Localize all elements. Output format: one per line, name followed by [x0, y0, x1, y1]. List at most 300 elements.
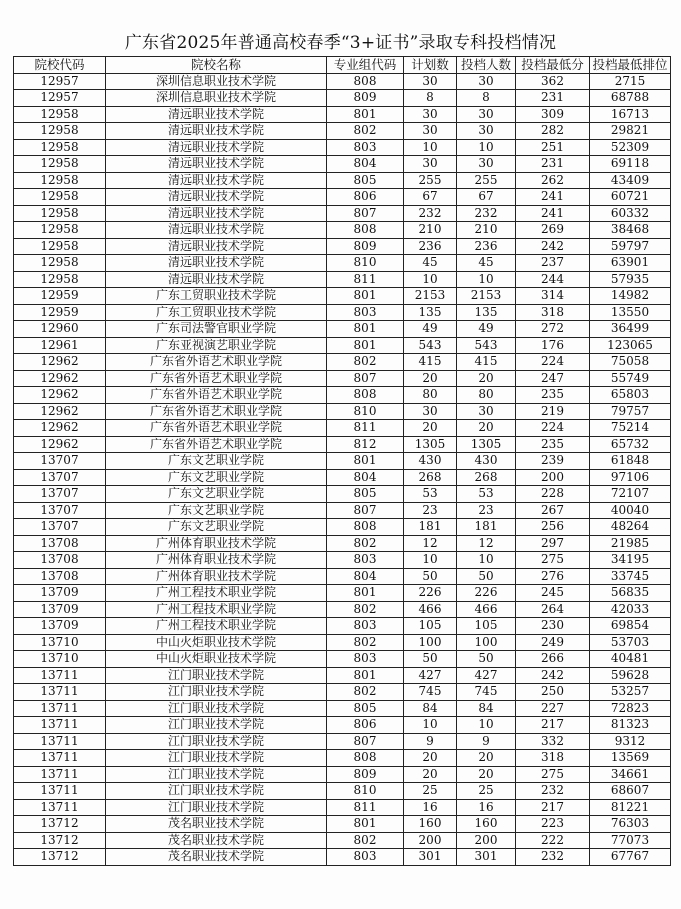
min-rank-cell: 123065 — [590, 337, 671, 354]
table-row — [14, 568, 671, 585]
plan-count-cell: 30 — [404, 73, 457, 90]
plan-count-cell: 2153 — [404, 288, 457, 305]
admitted-count-cell: 16 — [457, 799, 516, 816]
admitted-count-cell: 105 — [457, 618, 516, 635]
min-rank-cell: 40040 — [590, 502, 671, 519]
group-code-cell: 802 — [327, 535, 404, 552]
school-name-cell: 广东文艺职业学院 — [106, 453, 327, 470]
plan-count-cell: 84 — [404, 700, 457, 717]
plan-count-cell: 100 — [404, 634, 457, 651]
plan-count-cell: 210 — [404, 222, 457, 239]
school-name-cell: 江门职业技术学院 — [106, 750, 327, 767]
group-code-cell: 803 — [327, 849, 404, 866]
school-code-cell: 13711 — [14, 783, 106, 800]
plan-count-cell: 255 — [404, 172, 457, 189]
admitted-count-cell: 20 — [457, 420, 516, 437]
school-name-cell: 广东司法警官职业学院 — [106, 321, 327, 338]
table-row — [14, 90, 671, 107]
table-row — [14, 453, 671, 470]
admitted-count-cell: 200 — [457, 832, 516, 849]
group-code-cell: 802 — [327, 832, 404, 849]
min-rank-cell: 69118 — [590, 156, 671, 173]
school-name-cell: 深圳信息职业技术学院 — [106, 73, 327, 90]
min-score-cell: 230 — [516, 618, 590, 635]
school-name-cell: 江门职业技术学院 — [106, 684, 327, 701]
min-score-cell: 264 — [516, 601, 590, 618]
school-code-cell: 13707 — [14, 453, 106, 470]
min-rank-cell: 81323 — [590, 717, 671, 734]
min-rank-cell: 52309 — [590, 139, 671, 156]
school-name-cell: 清远职业技术学院 — [106, 189, 327, 206]
table-row — [14, 733, 671, 750]
group-code-cell: 803 — [327, 139, 404, 156]
school-name-cell: 广州工程技术职业学院 — [106, 601, 327, 618]
plan-count-cell: 135 — [404, 304, 457, 321]
header-min-score: 投档最低分 — [516, 57, 590, 74]
plan-count-cell: 80 — [404, 387, 457, 404]
plan-count-cell: 53 — [404, 486, 457, 503]
group-code-cell: 807 — [327, 370, 404, 387]
table-header-row — [14, 57, 671, 74]
min-rank-cell: 55749 — [590, 370, 671, 387]
group-code-cell: 810 — [327, 783, 404, 800]
min-rank-cell: 13550 — [590, 304, 671, 321]
group-code-cell: 811 — [327, 271, 404, 288]
min-score-cell: 232 — [516, 849, 590, 866]
group-code-cell: 803 — [327, 552, 404, 569]
plan-count-cell: 268 — [404, 469, 457, 486]
min-score-cell: 251 — [516, 139, 590, 156]
school-code-cell: 12962 — [14, 420, 106, 437]
plan-count-cell: 20 — [404, 750, 457, 767]
group-code-cell: 808 — [327, 387, 404, 404]
min-rank-cell: 21985 — [590, 535, 671, 552]
school-name-cell: 清远职业技术学院 — [106, 156, 327, 173]
school-code-cell: 13708 — [14, 568, 106, 585]
group-code-cell: 809 — [327, 766, 404, 783]
school-name-cell: 江门职业技术学院 — [106, 799, 327, 816]
school-name-cell: 清远职业技术学院 — [106, 172, 327, 189]
plan-count-cell: 50 — [404, 651, 457, 668]
min-score-cell: 241 — [516, 189, 590, 206]
min-rank-cell: 16713 — [590, 106, 671, 123]
group-code-cell: 805 — [327, 172, 404, 189]
school-name-cell: 中山火炬职业技术学院 — [106, 651, 327, 668]
admitted-count-cell: 30 — [457, 156, 516, 173]
min-rank-cell: 61848 — [590, 453, 671, 470]
group-code-cell: 802 — [327, 684, 404, 701]
school-name-cell: 清远职业技术学院 — [106, 205, 327, 222]
admitted-count-cell: 50 — [457, 568, 516, 585]
admitted-count-cell: 30 — [457, 123, 516, 140]
min-score-cell: 232 — [516, 783, 590, 800]
group-code-cell: 802 — [327, 634, 404, 651]
admitted-count-cell: 543 — [457, 337, 516, 354]
school-name-cell: 茂名职业技术学院 — [106, 849, 327, 866]
min-score-cell: 235 — [516, 387, 590, 404]
group-code-cell: 809 — [327, 238, 404, 255]
school-code-cell: 13710 — [14, 634, 106, 651]
min-score-cell: 224 — [516, 354, 590, 371]
school-code-cell: 12962 — [14, 436, 106, 453]
group-code-cell: 804 — [327, 568, 404, 585]
group-code-cell: 804 — [327, 469, 404, 486]
header-school-code: 院校代码 — [14, 57, 106, 74]
group-code-cell: 802 — [327, 123, 404, 140]
plan-count-cell: 10 — [404, 552, 457, 569]
min-score-cell: 176 — [516, 337, 590, 354]
school-name-cell: 广州工程技术职业学院 — [106, 618, 327, 635]
table-row — [14, 205, 671, 222]
min-score-cell: 249 — [516, 634, 590, 651]
admitted-count-cell: 1305 — [457, 436, 516, 453]
group-code-cell: 807 — [327, 733, 404, 750]
group-code-cell: 811 — [327, 420, 404, 437]
min-score-cell: 219 — [516, 403, 590, 420]
table-row — [14, 502, 671, 519]
school-code-cell: 12958 — [14, 271, 106, 288]
plan-count-cell: 20 — [404, 370, 457, 387]
group-code-cell: 808 — [327, 519, 404, 536]
school-code-cell: 12958 — [14, 172, 106, 189]
min-rank-cell: 36499 — [590, 321, 671, 338]
min-rank-cell: 60332 — [590, 205, 671, 222]
group-code-cell: 805 — [327, 486, 404, 503]
group-code-cell: 804 — [327, 156, 404, 173]
school-code-cell: 12958 — [14, 222, 106, 239]
school-code-cell: 13707 — [14, 519, 106, 536]
min-score-cell: 242 — [516, 667, 590, 684]
plan-count-cell: 200 — [404, 832, 457, 849]
admitted-count-cell: 84 — [457, 700, 516, 717]
school-name-cell: 广东文艺职业学院 — [106, 469, 327, 486]
group-code-cell: 802 — [327, 354, 404, 371]
admission-table — [13, 56, 671, 866]
table-row — [14, 321, 671, 338]
min-score-cell: 275 — [516, 552, 590, 569]
min-rank-cell: 34195 — [590, 552, 671, 569]
group-code-cell: 803 — [327, 651, 404, 668]
table-row — [14, 832, 671, 849]
plan-count-cell: 10 — [404, 717, 457, 734]
min-score-cell: 282 — [516, 123, 590, 140]
school-code-cell: 13709 — [14, 585, 106, 602]
table-row — [14, 700, 671, 717]
admitted-count-cell: 8 — [457, 90, 516, 107]
admitted-count-cell: 181 — [457, 519, 516, 536]
header-school-name: 院校名称 — [106, 57, 327, 74]
school-name-cell: 清远职业技术学院 — [106, 222, 327, 239]
school-code-cell: 12961 — [14, 337, 106, 354]
min-score-cell: 237 — [516, 255, 590, 272]
min-score-cell: 262 — [516, 172, 590, 189]
group-code-cell: 803 — [327, 618, 404, 635]
min-score-cell: 242 — [516, 238, 590, 255]
table-row — [14, 601, 671, 618]
table-row — [14, 189, 671, 206]
admitted-count-cell: 415 — [457, 354, 516, 371]
min-rank-cell: 13569 — [590, 750, 671, 767]
school-name-cell: 江门职业技术学院 — [106, 766, 327, 783]
min-score-cell: 269 — [516, 222, 590, 239]
table-row — [14, 634, 671, 651]
min-score-cell: 318 — [516, 750, 590, 767]
admitted-count-cell: 20 — [457, 370, 516, 387]
table-row — [14, 783, 671, 800]
school-code-cell: 13712 — [14, 816, 106, 833]
min-score-cell: 222 — [516, 832, 590, 849]
min-score-cell: 247 — [516, 370, 590, 387]
admitted-count-cell: 80 — [457, 387, 516, 404]
school-name-cell: 江门职业技术学院 — [106, 733, 327, 750]
admitted-count-cell: 236 — [457, 238, 516, 255]
table-row — [14, 667, 671, 684]
plan-count-cell: 1305 — [404, 436, 457, 453]
min-score-cell: 239 — [516, 453, 590, 470]
school-name-cell: 广东省外语艺术职业学院 — [106, 420, 327, 437]
admitted-count-cell: 160 — [457, 816, 516, 833]
plan-count-cell: 105 — [404, 618, 457, 635]
school-code-cell: 12958 — [14, 139, 106, 156]
min-rank-cell: 68788 — [590, 90, 671, 107]
min-rank-cell: 76303 — [590, 816, 671, 833]
table-row — [14, 403, 671, 420]
min-rank-cell: 63901 — [590, 255, 671, 272]
min-rank-cell: 68607 — [590, 783, 671, 800]
plan-count-cell: 45 — [404, 255, 457, 272]
school-name-cell: 广州体育职业技术学院 — [106, 552, 327, 569]
table-row — [14, 354, 671, 371]
table-row — [14, 816, 671, 833]
plan-count-cell: 30 — [404, 403, 457, 420]
plan-count-cell: 181 — [404, 519, 457, 536]
min-score-cell: 224 — [516, 420, 590, 437]
school-code-cell: 12958 — [14, 205, 106, 222]
school-code-cell: 12958 — [14, 255, 106, 272]
group-code-cell: 808 — [327, 73, 404, 90]
school-name-cell: 广东工贸职业技术学院 — [106, 304, 327, 321]
group-code-cell: 806 — [327, 189, 404, 206]
group-code-cell: 801 — [327, 667, 404, 684]
table-row — [14, 469, 671, 486]
plan-count-cell: 30 — [404, 156, 457, 173]
table-row — [14, 750, 671, 767]
min-rank-cell: 77073 — [590, 832, 671, 849]
admitted-count-cell: 25 — [457, 783, 516, 800]
school-name-cell: 清远职业技术学院 — [106, 238, 327, 255]
table-row — [14, 106, 671, 123]
plan-count-cell: 25 — [404, 783, 457, 800]
school-code-cell: 12958 — [14, 189, 106, 206]
plan-count-cell: 30 — [404, 106, 457, 123]
table-row — [14, 337, 671, 354]
school-code-cell: 13711 — [14, 700, 106, 717]
school-name-cell: 广州工程技术职业学院 — [106, 585, 327, 602]
min-score-cell: 231 — [516, 156, 590, 173]
group-code-cell: 808 — [327, 750, 404, 767]
min-score-cell: 272 — [516, 321, 590, 338]
min-score-cell: 223 — [516, 816, 590, 833]
table-row — [14, 849, 671, 866]
plan-count-cell: 8 — [404, 90, 457, 107]
school-code-cell: 13711 — [14, 684, 106, 701]
table-row — [14, 766, 671, 783]
plan-count-cell: 10 — [404, 271, 457, 288]
table-row — [14, 519, 671, 536]
school-code-cell: 13709 — [14, 618, 106, 635]
admitted-count-cell: 135 — [457, 304, 516, 321]
table-row — [14, 172, 671, 189]
admitted-count-cell: 12 — [457, 535, 516, 552]
school-name-cell: 广东工贸职业技术学院 — [106, 288, 327, 305]
table-row — [14, 717, 671, 734]
min-score-cell: 241 — [516, 205, 590, 222]
min-rank-cell: 29821 — [590, 123, 671, 140]
admitted-count-cell: 30 — [457, 106, 516, 123]
plan-count-cell: 49 — [404, 321, 457, 338]
table-row — [14, 156, 671, 173]
min-rank-cell: 79757 — [590, 403, 671, 420]
min-score-cell: 318 — [516, 304, 590, 321]
plan-count-cell: 67 — [404, 189, 457, 206]
table-row — [14, 73, 671, 90]
min-rank-cell: 65803 — [590, 387, 671, 404]
school-code-cell: 12957 — [14, 90, 106, 107]
plan-count-cell: 236 — [404, 238, 457, 255]
plan-count-cell: 10 — [404, 139, 457, 156]
admitted-count-cell: 49 — [457, 321, 516, 338]
table-row — [14, 552, 671, 569]
school-code-cell: 13711 — [14, 799, 106, 816]
school-code-cell: 12962 — [14, 354, 106, 371]
group-code-cell: 801 — [327, 288, 404, 305]
admitted-count-cell: 466 — [457, 601, 516, 618]
admitted-count-cell: 100 — [457, 634, 516, 651]
admitted-count-cell: 2153 — [457, 288, 516, 305]
table-row — [14, 255, 671, 272]
group-code-cell: 801 — [327, 585, 404, 602]
min-score-cell: 217 — [516, 717, 590, 734]
admitted-count-cell: 45 — [457, 255, 516, 272]
school-name-cell: 江门职业技术学院 — [106, 783, 327, 800]
plan-count-cell: 232 — [404, 205, 457, 222]
min-rank-cell: 48264 — [590, 519, 671, 536]
min-score-cell: 231 — [516, 90, 590, 107]
min-score-cell: 314 — [516, 288, 590, 305]
school-name-cell: 清远职业技术学院 — [106, 271, 327, 288]
min-rank-cell: 53703 — [590, 634, 671, 651]
group-code-cell: 807 — [327, 205, 404, 222]
group-code-cell: 805 — [327, 700, 404, 717]
admitted-count-cell: 30 — [457, 403, 516, 420]
admitted-count-cell: 430 — [457, 453, 516, 470]
plan-count-cell: 226 — [404, 585, 457, 602]
group-code-cell: 801 — [327, 816, 404, 833]
table-row — [14, 651, 671, 668]
min-rank-cell: 33745 — [590, 568, 671, 585]
school-name-cell: 广州体育职业技术学院 — [106, 568, 327, 585]
school-name-cell: 广东文艺职业学院 — [106, 502, 327, 519]
admitted-count-cell: 301 — [457, 849, 516, 866]
table-row — [14, 123, 671, 140]
min-rank-cell: 9312 — [590, 733, 671, 750]
plan-count-cell: 30 — [404, 123, 457, 140]
header-group-code: 专业组代码 — [327, 57, 404, 74]
table-row — [14, 370, 671, 387]
plan-count-cell: 50 — [404, 568, 457, 585]
plan-count-cell: 427 — [404, 667, 457, 684]
group-code-cell: 808 — [327, 222, 404, 239]
school-name-cell: 广东省外语艺术职业学院 — [106, 436, 327, 453]
min-rank-cell: 59628 — [590, 667, 671, 684]
plan-count-cell: 301 — [404, 849, 457, 866]
admitted-count-cell: 232 — [457, 205, 516, 222]
school-code-cell: 12958 — [14, 156, 106, 173]
school-name-cell: 清远职业技术学院 — [106, 139, 327, 156]
school-code-cell: 13709 — [14, 601, 106, 618]
admitted-count-cell: 745 — [457, 684, 516, 701]
min-rank-cell: 14982 — [590, 288, 671, 305]
plan-count-cell: 430 — [404, 453, 457, 470]
school-code-cell: 12958 — [14, 123, 106, 140]
table-row — [14, 387, 671, 404]
admitted-count-cell: 23 — [457, 502, 516, 519]
min-rank-cell: 57935 — [590, 271, 671, 288]
school-name-cell: 广东文艺职业学院 — [106, 486, 327, 503]
min-score-cell: 228 — [516, 486, 590, 503]
min-rank-cell: 81221 — [590, 799, 671, 816]
plan-count-cell: 20 — [404, 766, 457, 783]
admitted-count-cell: 20 — [457, 750, 516, 767]
min-rank-cell: 97106 — [590, 469, 671, 486]
school-name-cell: 清远职业技术学院 — [106, 106, 327, 123]
table-row — [14, 486, 671, 503]
plan-count-cell: 160 — [404, 816, 457, 833]
school-name-cell: 广东省外语艺术职业学院 — [106, 387, 327, 404]
plan-count-cell: 23 — [404, 502, 457, 519]
table-row — [14, 684, 671, 701]
group-code-cell: 810 — [327, 403, 404, 420]
admitted-count-cell: 30 — [457, 73, 516, 90]
group-code-cell: 801 — [327, 106, 404, 123]
school-code-cell: 13711 — [14, 717, 106, 734]
school-code-cell: 13712 — [14, 832, 106, 849]
table-row — [14, 139, 671, 156]
min-score-cell: 266 — [516, 651, 590, 668]
min-score-cell: 244 — [516, 271, 590, 288]
group-code-cell: 812 — [327, 436, 404, 453]
school-name-cell: 江门职业技术学院 — [106, 700, 327, 717]
school-name-cell: 广东省外语艺术职业学院 — [106, 370, 327, 387]
group-code-cell: 801 — [327, 453, 404, 470]
min-score-cell: 227 — [516, 700, 590, 717]
school-name-cell: 广东亚视演艺职业学院 — [106, 337, 327, 354]
min-score-cell: 332 — [516, 733, 590, 750]
min-score-cell: 235 — [516, 436, 590, 453]
min-score-cell: 275 — [516, 766, 590, 783]
school-code-cell: 13707 — [14, 469, 106, 486]
admitted-count-cell: 67 — [457, 189, 516, 206]
plan-count-cell: 415 — [404, 354, 457, 371]
group-code-cell: 806 — [327, 717, 404, 734]
school-name-cell: 深圳信息职业技术学院 — [106, 90, 327, 107]
min-score-cell: 217 — [516, 799, 590, 816]
min-rank-cell: 38468 — [590, 222, 671, 239]
school-code-cell: 13711 — [14, 667, 106, 684]
group-code-cell: 801 — [327, 321, 404, 338]
table-row — [14, 420, 671, 437]
admitted-count-cell: 427 — [457, 667, 516, 684]
